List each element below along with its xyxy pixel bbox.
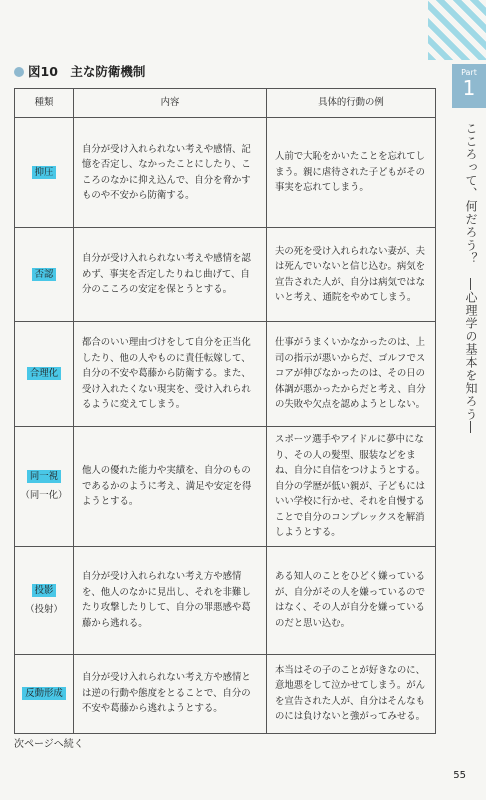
type-cell — [15, 427, 74, 547]
example-cell: スポーツ選手やアイドルに夢中になり、その人の髪型、服装などをまね、自分に自信をつけようとする。自分の学歴が低い親が、子どもにはいい学校に行かせ、それを自慢することで自分のコンプレックスを解消しようとする。 — [267, 427, 436, 547]
figure-caption: 主な防衛機制 — [70, 64, 146, 79]
content-cell: 自分が受け入れられない考え方や感情を、他人のなかに見出し、それを非難したり攻撃したりして、自分の罪悪感や葛藤から逃れる。 — [74, 546, 267, 654]
table-row — [15, 427, 436, 547]
header-example: 具体的行動の例 — [267, 89, 436, 118]
table-row — [15, 228, 436, 322]
content-cell: 自分が受け入れられない考えや感情を認めず、事実を否定したりねじ曲げて、自分のこころの安定を保とうとする。 — [74, 228, 267, 322]
type-label: 合理化 — [27, 367, 61, 380]
content-cell: 自分が受け入れられない考えや感情、記憶を否定し、なかったことにしたり、こころのなかに抑え込んで、自分を脅かすものや不安から防衛する。 — [74, 118, 267, 228]
type-label: 同一視 — [27, 470, 61, 483]
type-cell — [15, 322, 74, 427]
type-label: 抑圧 — [32, 166, 57, 179]
bullet-dot-icon — [14, 67, 24, 77]
page-number: 55 — [453, 770, 466, 781]
example-cell: ある知人のことをひどく嫌っているが、自分がその人を嫌っているのではなく、その人が自分を嫌っているのだと思い込む。 — [267, 546, 436, 654]
header-content: 内容 — [74, 89, 267, 118]
example-cell: 人前で大恥をかいたことを忘れてしまう。親に虐待された子どもがその事実を忘れてしまう。 — [267, 118, 436, 228]
part-tab — [452, 64, 486, 108]
table-row — [15, 322, 436, 427]
type-label: 投影 — [32, 584, 57, 597]
defense-mechanism-table — [14, 88, 436, 734]
table-row — [15, 654, 436, 733]
type-sublabel: （投射） — [25, 603, 63, 615]
type-cell — [15, 118, 74, 228]
type-label: 否認 — [32, 268, 57, 281]
example-cell: 夫の死を受け入れられない妻が、夫は死んでいないと信じ込む。病気を宣告された人が、自分は病気ではないと考え、通院をやめてしまう。 — [267, 228, 436, 322]
part-label: Part — [461, 68, 477, 77]
type-label: 反動形成 — [22, 687, 66, 700]
decorative-stripes — [428, 0, 486, 60]
figure-title — [14, 62, 145, 80]
table-row — [15, 546, 436, 654]
example-cell: 本当はその子のことが好きなのに、意地悪をして泣かせてしまう。がんを宣告された人が、自分はそんなものには負けないと強がってみせる。 — [267, 654, 436, 733]
type-sublabel: （同一化） — [20, 489, 68, 501]
table-header-row — [15, 89, 436, 118]
continued-note: 次ページへ続く — [14, 739, 84, 750]
content-cell: 他人の優れた能力や実績を、自分のものであるかのように考え、満足や安定を得ようとする。 — [74, 427, 267, 547]
content-cell: 都合のいい理由づけをして自分を正当化したり、他の人やものに責任転嫁して、自分の不安や葛藤から防衛する。また、受け入れたくない現実を、受け入れられるように変えてしまう。 — [74, 322, 267, 427]
content-cell: 自分が受け入れられない考え方や感情とは逆の行動や態度をとることで、自分の不安や葛藤から逃れようとする。 — [74, 654, 267, 733]
type-cell — [15, 546, 74, 654]
part-number: 1 — [462, 76, 476, 100]
table-row — [15, 118, 436, 228]
example-cell: 仕事がうまくいかなかったのは、上司の指示が悪いからだ、ゴルフでスコアが伸びなかったのは、その日の体調が悪かったからだと考え、自分の失敗や欠点を認めようとしない。 — [267, 322, 436, 427]
type-cell — [15, 654, 74, 733]
chapter-title: こころって、何だろう？ ―心理学の基本を知ろう― — [464, 122, 478, 434]
type-cell — [15, 228, 74, 322]
figure-number: 図10 — [28, 64, 58, 79]
header-type: 種類 — [15, 89, 74, 118]
